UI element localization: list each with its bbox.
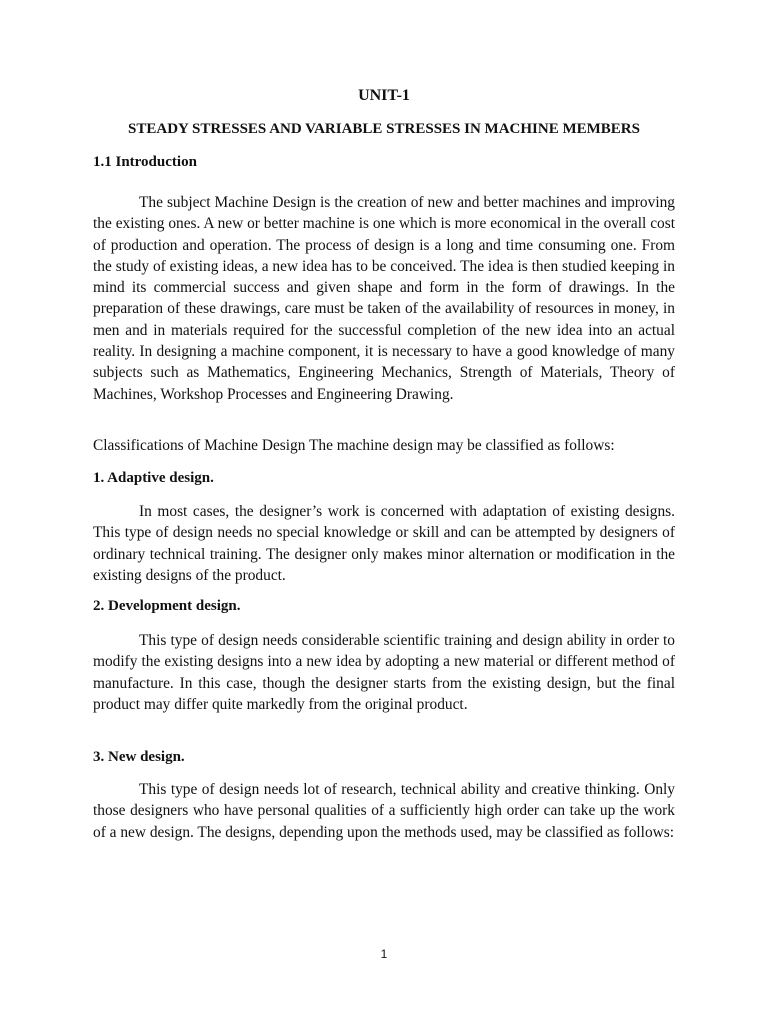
new-design-paragraph: This type of design needs lot of research, technical ability and creative thinking. Only those designers who have personal qualities of a sufficiently high order can take up the work of a new design. The designs, depending upon the methods used, may be classified as follows:: [93, 781, 675, 841]
unit-title: UNIT-1: [358, 87, 410, 104]
classification-paragraph: Classifications of Machine Design The machine design may be classified as follows:: [93, 437, 615, 454]
development-design-paragraph: This type of design needs considerable scientific training and design ability in order to modify the existing designs into a new idea by adopting a new material or different method of manufacture. In this case, though the designer starts from the existing design, but the final product may differ quite markedly from the original product.: [93, 632, 675, 713]
intro-heading: 1.1 Introduction: [93, 154, 197, 170]
chapter-title: STEADY STRESSES AND VARIABLE STRESSES IN MACHINE MEMBERS: [128, 121, 640, 137]
intro-paragraph: The subject Machine Design is the creation of new and better machines and improving the existing ones. A new or better machine is one which is more economical in the overall cost of production and operation. The process of design is a long and time consuming one. From the study of existing ideas, a new idea has to be conceived. The idea is then studied keeping in mind its commercial success and given shape and form in the form of drawings. In the preparation of these drawings, care must be taken of the availability of resources in money, in men and in materials required for the successful completion of the new idea into an actual reality. In designing a machine component, it is necessary to have a good knowledge of many subjects such as Mathematics, Engineering Mechanics, Strength of Materials, Theory of Machines, Workshop Processes and Engineering Drawing.: [93, 194, 675, 403]
page-number: 1: [380, 947, 388, 961]
development-design-heading: 2. Development design.: [93, 598, 241, 614]
adaptive-design-paragraph: In most cases, the designer’s work is concerned with adaptation of existing designs. This type of design needs no special knowledge or skill and can be attempted by designers of ordinary technical training. The designer only makes minor alternation or modification in the existing designs of the product.: [93, 503, 675, 584]
adaptive-design-heading: 1. Adaptive design.: [93, 470, 214, 486]
new-design-heading: 3. New design.: [93, 749, 185, 765]
